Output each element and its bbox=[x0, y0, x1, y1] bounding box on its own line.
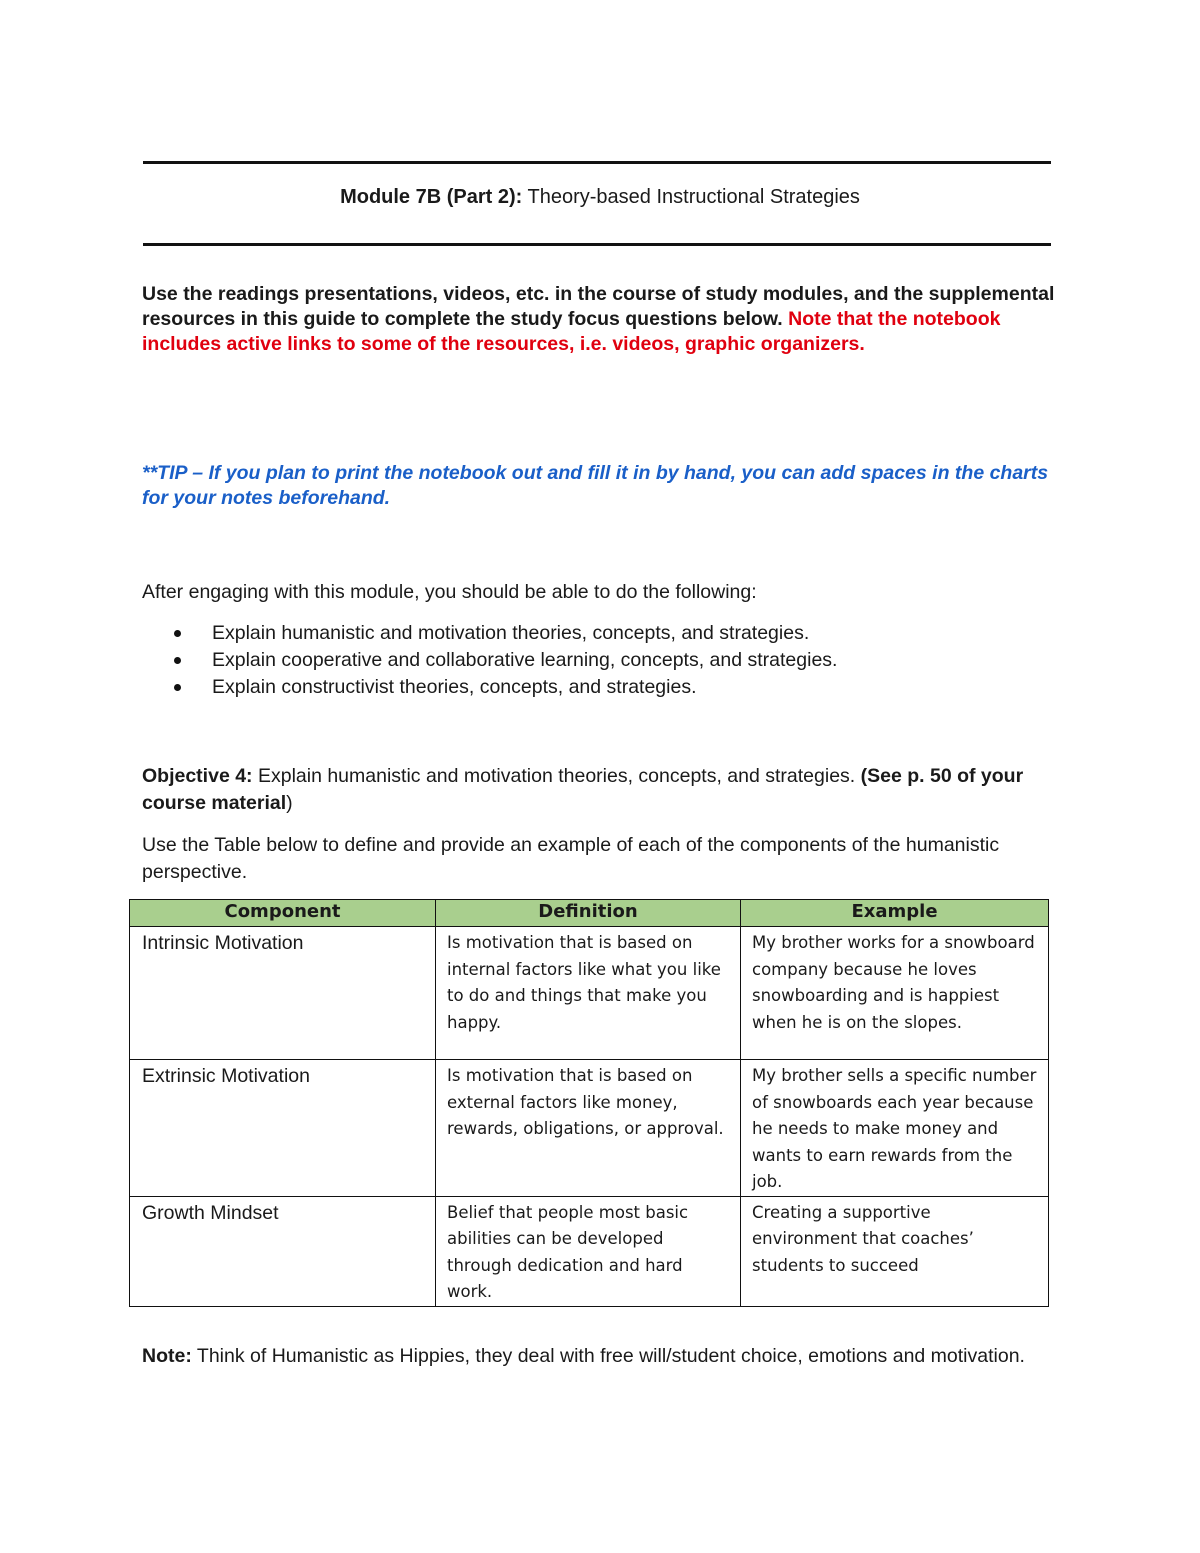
top-divider-line bbox=[143, 161, 1051, 164]
column-header-component: Component bbox=[130, 900, 436, 927]
list-item bbox=[170, 647, 837, 674]
humanistic-components-table bbox=[129, 899, 1049, 1307]
list-item bbox=[170, 674, 837, 701]
intro-links-note: Note that the notebook includes active links to some of the resources, i.e. videos, graphic organizers. bbox=[142, 308, 1001, 355]
table-row bbox=[130, 1060, 1049, 1197]
note-label: Note: bbox=[142, 1345, 192, 1367]
column-header-definition: Definition bbox=[436, 900, 741, 927]
module-title-label: Module 7B (Part 2): bbox=[340, 186, 523, 208]
bullet-icon bbox=[174, 630, 181, 637]
example-cell: My brother sells a specific number of snowboards each year because he needs to make money and wants to earn rewards from the job. bbox=[741, 1060, 1049, 1197]
component-cell: Intrinsic Motivation bbox=[130, 927, 436, 1060]
objective-text: Explain humanistic and motivation theories, concepts, and strategies. bbox=[257, 765, 856, 787]
objective-reference: (See p. 50 of your course material bbox=[142, 765, 1024, 814]
table-instruction: Use the Table below to define and provide an example of each of the components of the humanistic perspective. bbox=[142, 834, 1000, 883]
note-text: Think of Humanistic as Hippies, they deal with free will/student choice, emotions and motivation. bbox=[196, 1345, 1025, 1367]
bullet-icon bbox=[174, 684, 181, 691]
example-cell: My brother works for a snowboard company because he loves snowboarding and is happiest when he is on the slopes. bbox=[741, 927, 1049, 1060]
intro-paragraph bbox=[142, 282, 1062, 357]
component-cell: Extrinsic Motivation bbox=[130, 1060, 436, 1197]
outcomes-list bbox=[170, 620, 837, 701]
table-row bbox=[130, 927, 1049, 1060]
list-item-text: Explain constructivist theories, concepts, and strategies. bbox=[212, 676, 697, 698]
definition-cell: Is motivation that is based on internal factors like what you like to do and things that make you happy. bbox=[436, 927, 741, 1060]
definition-cell: Is motivation that is based on external factors like money, rewards, obligations, or approval. bbox=[436, 1060, 741, 1197]
outcomes-lead: After engaging with this module, you should be able to do the following: bbox=[142, 581, 757, 603]
tip-paragraph: **TIP – If you plan to print the notebook out and fill it in by hand, you can add spaces in the charts for your notes beforehand. bbox=[142, 462, 1049, 509]
table-header-row bbox=[130, 900, 1049, 927]
note-paragraph bbox=[142, 1343, 1042, 1370]
list-item bbox=[170, 620, 837, 647]
bottom-divider-line bbox=[143, 243, 1051, 246]
table-row bbox=[130, 1196, 1049, 1306]
example-cell: Creating a supportive environment that coaches’ students to succeed bbox=[741, 1196, 1049, 1306]
column-header-example: Example bbox=[741, 900, 1049, 927]
module-title bbox=[0, 184, 1200, 210]
objective-reference-close: ) bbox=[286, 792, 293, 814]
component-cell: Growth Mindset bbox=[130, 1196, 436, 1306]
intro-instructions: Use the readings presentations, videos, etc. in the course of study modules, and the supplemental resources in this guide to complete the study focus questions below. bbox=[142, 283, 1055, 330]
definition-cell: Belief that people most basic abilities can be developed through dedication and hard work. bbox=[436, 1196, 741, 1306]
module-title-text: Theory-based Instructional Strategies bbox=[527, 186, 860, 208]
list-item-text: Explain humanistic and motivation theories, concepts, and strategies. bbox=[212, 622, 810, 644]
objective-paragraph bbox=[142, 763, 1062, 817]
objective-label: Objective 4: bbox=[142, 765, 253, 787]
list-item-text: Explain cooperative and collaborative learning, concepts, and strategies. bbox=[212, 649, 838, 671]
bullet-icon bbox=[174, 657, 181, 664]
